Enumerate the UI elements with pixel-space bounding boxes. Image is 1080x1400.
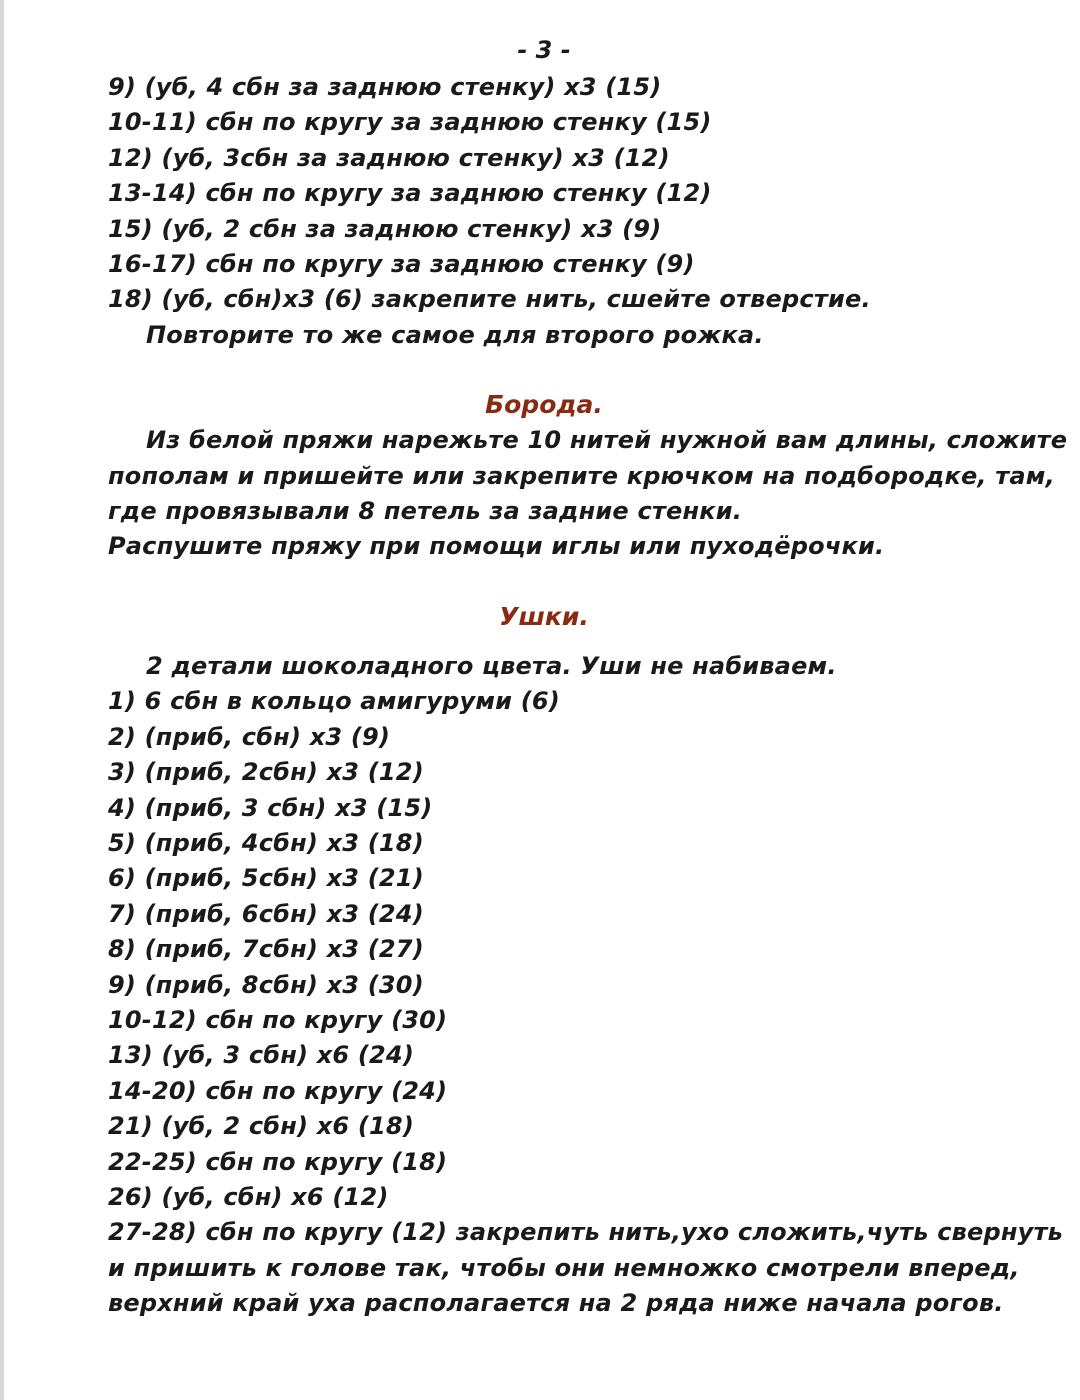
horn-row: 15) (уб, 2 сбн за заднюю стенку) х3 (9) — [108, 214, 662, 243]
ear-row: 5) (приб, 4сбн) х3 (18) — [108, 828, 424, 857]
ear-row: 7) (приб, 6сбн) х3 (24) — [108, 899, 424, 928]
ear-row: 6) (приб, 5сбн) х3 (21) — [108, 864, 424, 893]
horn-note: Повторите то же самое для второго рожка. — [146, 320, 764, 349]
beard-heading: Борода. — [485, 390, 603, 420]
ear-row: 2) (приб, сбн) х3 (9) — [108, 722, 391, 751]
ear-row: 27-28) сбн по кругу (12) закрепить нить,ухо сложить,чуть свернуть — [108, 1218, 1064, 1247]
ear-row: 4) (приб, 3 сбн) х3 (15) — [108, 793, 433, 822]
ear-row: 1) 6 сбн в кольцо амигуруми (6) — [108, 687, 560, 716]
horn-row: 18) (уб, сбн)х3 (6) закрепите нить, сшейте отверстие. — [108, 285, 871, 314]
ear-row: верхний край уха располагается на 2 ряда ниже начала рогов. — [108, 1289, 1004, 1318]
ears-intro: 2 детали шоколадного цвета. Уши не набиваем. — [146, 651, 837, 680]
beard-section — [108, 387, 1068, 565]
page-number: - 3 - — [517, 36, 571, 64]
horn-row: 16-17) сбн по кругу за заднюю стенку (9) — [108, 250, 695, 279]
horns-section — [108, 70, 1008, 353]
page-edge — [0, 0, 4, 1400]
beard-line: где провязывали 8 петель за задние стенки. — [108, 497, 743, 526]
document-page — [108, 30, 1068, 1322]
ear-row: 21) (уб, 2 сбн) х6 (18) — [108, 1112, 414, 1141]
ear-row: 14-20) сбн по кругу (24) — [108, 1076, 448, 1105]
ear-row: 9) (приб, 8сбн) х3 (30) — [108, 970, 424, 999]
ear-row: 3) (приб, 2сбн) х3 (12) — [108, 758, 424, 787]
ear-row: 26) (уб, сбн) х6 (12) — [108, 1182, 389, 1211]
ears-section — [108, 599, 1064, 1322]
beard-line: пополам и пришейте или закрепите крючком на подбородке, там, — [108, 461, 1055, 490]
horn-row: 10-11) сбн по кругу за заднюю стенку (15) — [108, 108, 712, 137]
ear-row: 22-25) сбн по кругу (18) — [108, 1147, 448, 1176]
horn-row: 9) (уб, 4 сбн за заднюю стенку) х3 (15) — [108, 73, 662, 101]
ear-row: 10-12) сбн по кругу (30) — [108, 1005, 448, 1034]
horn-row: 12) (уб, 3сбн за заднюю стенку) х3 (12) — [108, 143, 670, 172]
ears-heading: Ушки. — [499, 601, 589, 631]
ear-row: 8) (приб, 7сбн) х3 (27) — [108, 935, 424, 964]
beard-line: Из белой пряжи нарежьте 10 нитей нужной вам длины, сложите — [146, 426, 1068, 455]
ear-row: 13) (уб, 3 сбн) х6 (24) — [108, 1041, 414, 1070]
ear-row: и пришить к голове так, чтобы они немножко смотрели вперед, — [108, 1253, 1020, 1282]
beard-line: Распушите пряжу при помощи иглы или пуходёрочки. — [108, 532, 885, 561]
horn-row: 13-14) сбн по кругу за заднюю стенку (12) — [108, 179, 712, 208]
